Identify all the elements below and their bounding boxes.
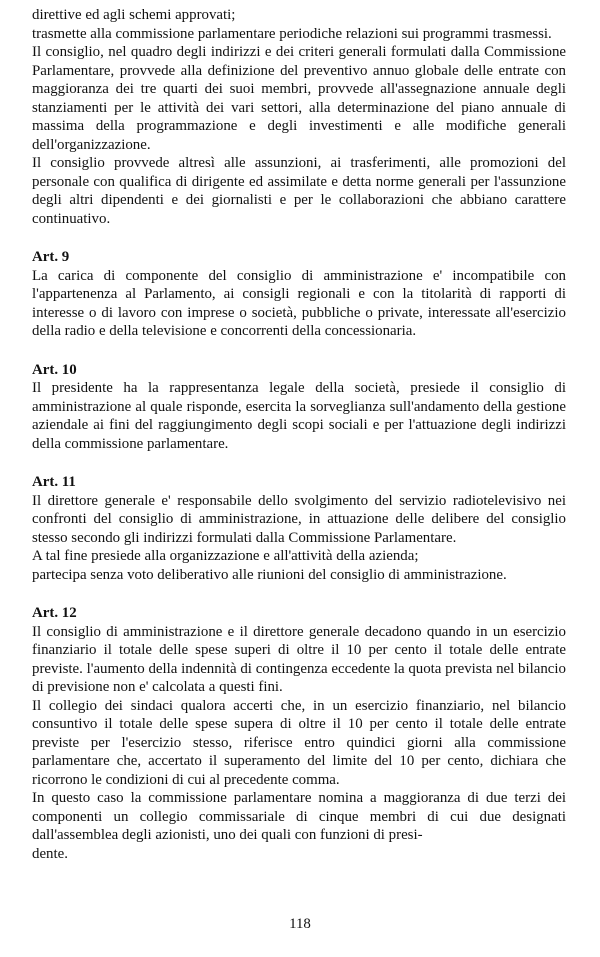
paragraph: La carica di componente del consiglio di amministrazione e' incompatibile con l'appartenenza al Parlamento, ai consigli regionali e con la titolarità di rapporti di interesse o di lavoro con imprese o società, pubbliche o private, interessate all'esercizio della radio e della televisione e concorrenti della concessionaria.: [32, 267, 566, 339]
article-heading: Art. 10: [32, 361, 77, 378]
article-11: [32, 473, 566, 584]
intro-section: [32, 6, 566, 228]
paragraph: Il consiglio, nel quadro degli indirizzi e dei criteri generali formulati dalla Commissione Parlamentare, provvede alla definizione del preventivo annuo globale delle entrate con maggioranza dei tre quarti dei suoi membri, provvede all'assegnazione annuale degli stanziamenti per le attività dei vari settori, alla determinazione del piano annuale di massima della programmazione e degli investimenti e alle modifiche generali dell'organizzazione.: [32, 44, 566, 153]
paragraph: trasmette alla commissione parlamentare periodiche relazioni sui programmi trasmessi.: [32, 25, 552, 42]
paragraph: Il collegio dei sindaci qualora accerti che, in un esercizio finanziario, nel bilancio consuntivo il totale delle spese supera di oltre il 10 per cento il totale delle entrate previste per l'esercizio stesso, riferisce entro quindici giorni alla commissione parlamentare che, accertato il superamento del limite del 10 per cento, dichiara che ricorrono le condizioni di cui al precedente comma.: [32, 697, 566, 788]
article-9: [32, 248, 566, 341]
article-12: [32, 604, 566, 863]
article-10: [32, 361, 566, 454]
paragraph: Il consiglio di amministrazione e il direttore generale decadono quando in un esercizio finanziario il totale delle spese superi di oltre il 10 per cento il totale delle entrate previste. l'aumento della indennità di contingenza eccedente la quota prevista nel bilancio di previsione non e' calcolata a questi fini.: [32, 623, 566, 695]
paragraph: Il direttore generale e' responsabile dello svolgimento del servizio radiotelevisivo nei confronti del consiglio di amministrazione, in attuazione delle delibere del consiglio stesso secondo gli indirizzi formulati dalla Commissione Parlamentare.: [32, 492, 566, 546]
paragraph: Il presidente ha la rappresentanza legale della società, presiede il consiglio di amministrazione al quale risponde, esercita la sorveglianza sull'andamento della gestione aziendale ai fini del raggiungimento degli scopi sociali e per l'attuazione degli indirizzi della commissione parlamentare.: [32, 380, 566, 452]
article-heading: Art. 12: [32, 605, 77, 621]
document-page: [32, 0, 566, 863]
article-heading: Art. 9: [32, 249, 70, 265]
paragraph: A tal fine presiede alla organizzazione e all'attività della azienda;: [32, 548, 419, 564]
paragraph: dente.: [32, 845, 68, 862]
paragraph: Il consiglio provvede altresì alle assunzioni, ai trasferimenti, alle promozioni del personale con qualifica di dirigente ed assimilate e detta norme generali per l'assunzione degli altri dipendenti e dei giornalisti e per le collaborazioni che abbiano carattere continuativo.: [32, 155, 566, 227]
article-heading: Art. 11: [32, 474, 76, 490]
paragraph: partecipa senza voto deliberativo alle riunioni del consiglio di amministrazione.: [32, 566, 507, 583]
paragraph: In questo caso la commissione parlamentare nomina a maggioranza di due terzi dei componenti un collegio commissariale di cinque membri di cui due designati dall'assemblea degli azionisti, uno dei quali con funzioni di presi-: [32, 790, 566, 843]
page-number: 118: [289, 916, 311, 932]
paragraph: direttive ed agli schemi approvati;: [32, 7, 236, 23]
